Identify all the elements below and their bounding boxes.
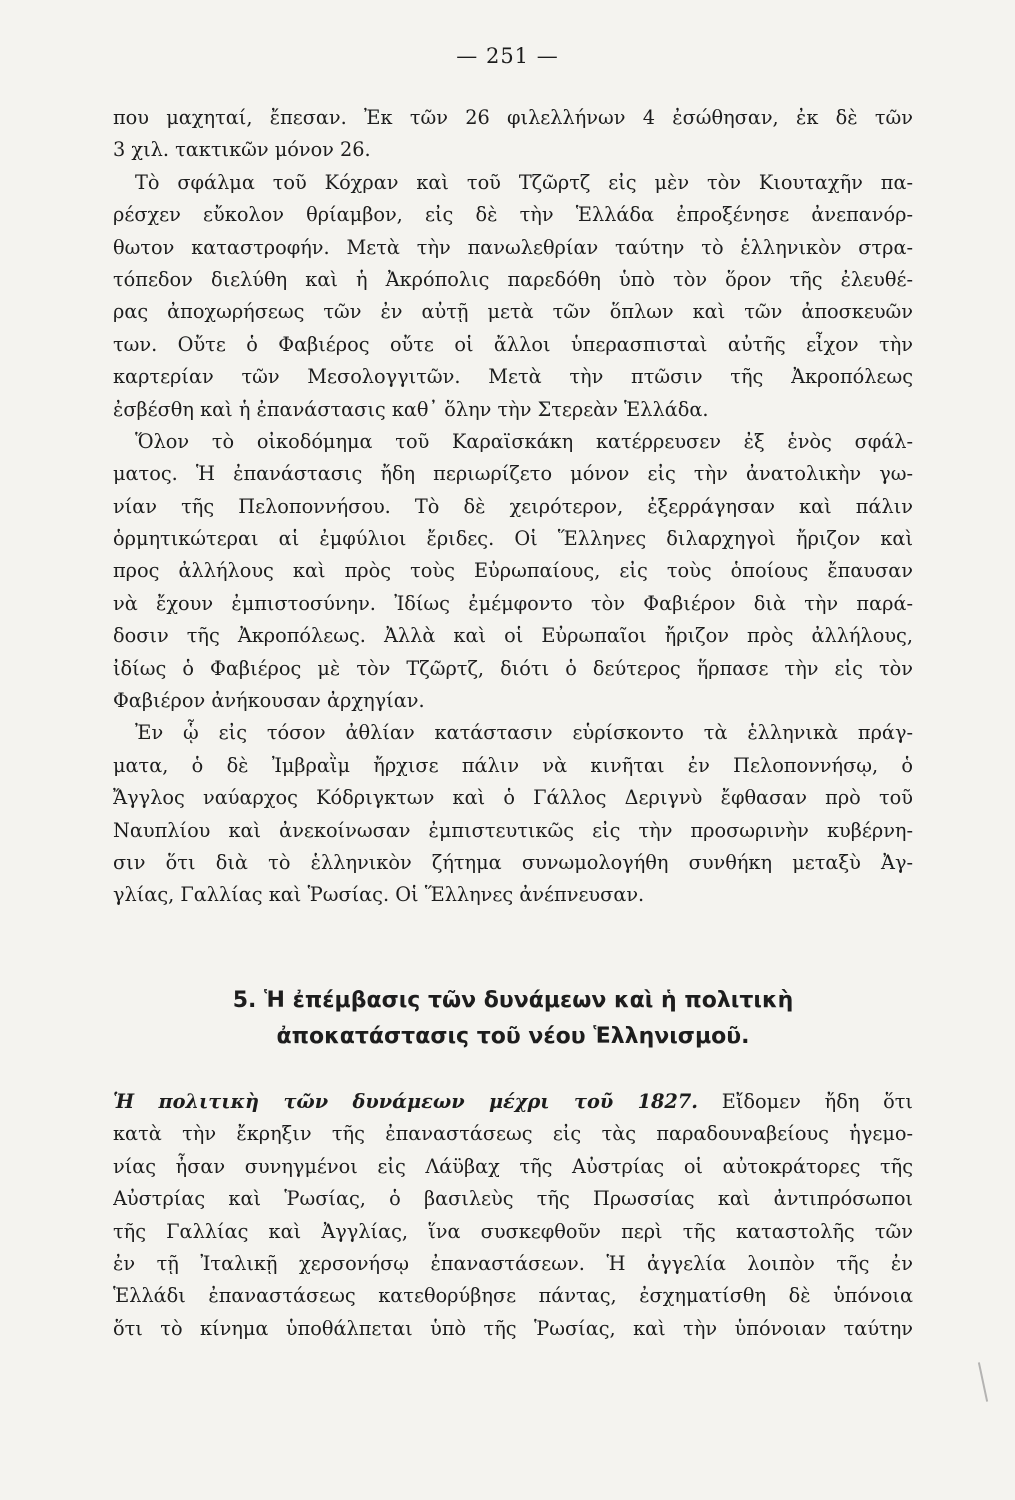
text-line: θωτον καταστροφήν. Μετὰ τὴν πανωλεθρίαν ταύτην τὸ ἑλληνικὸν στρα-: [113, 235, 913, 259]
text-line: νὰ ἔχουν ἐμπιστοσύνην. Ἰδίως ἐμέμφοντο τὸν Φαβιέρον διὰ τὴν παρά-: [113, 591, 913, 615]
text-line: προς ἀλλήλους καὶ πρὸς τοὺς Εὐρωπαίους, εἰς τοὺς ὁποίους ἔπαυσαν: [113, 559, 913, 583]
text-line: 3 χιλ. τακτικῶν μόνον 26.: [113, 138, 371, 162]
text-line: ματα, ὁ δὲ Ἰμβραῒμ ἤρχισε πάλιν νὰ κινῆται ἐν Πελοποννήσῳ, ὁ: [113, 753, 913, 777]
text-line: σιν ὅτι διὰ τὸ ἑλληνικὸν ζήτημα συνωμολογήθη συνθήκη μεταξὺ Ἀγ-: [113, 850, 913, 874]
text-line: ρέσχεν εὔκολον θρίαμβον, εἰς δὲ τὴν Ἑλλάδα ἐπροξένησε ἀνεπανόρ-: [113, 203, 913, 227]
text-line: Ἐν ᾧ εἰς τόσον ἀθλίαν κατάστασιν εὑρίσκοντο τὰ ἑλληνικὰ πράγ-: [135, 721, 913, 745]
text-line: ματος. Ἡ ἐπανάστασις ἤδη περιωρίζετο μόνον εἰς τὴν ἀνατολικὴν γω-: [113, 462, 913, 486]
text-line: Ὅλον τὸ οἰκοδόμημα τοῦ Καραϊσκάκη κατέρρευσεν ἐξ ἑνὸς σφάλ-: [135, 429, 913, 453]
text-line: δοσιν τῆς Ἀκροπόλεως. Ἀλλὰ καὶ οἱ Εὐρωπαῖοι ἤριζον πρὸς ἀλλήλους,: [113, 624, 913, 648]
text-line: που μαχηταί, ἔπεσαν. Ἐκ τῶν 26 φιλελλήνων 4 ἐσώθησαν, ἐκ δὲ τῶν: [113, 106, 913, 129]
section-heading: [113, 983, 913, 1055]
text-line: ἰδίως ὁ Φαβιέρος μὲ τὸν Τζῶρτζ, διότι ὁ δεύτερος ἥρπασε τὴν εἰς τὸν: [113, 656, 913, 680]
text-line: Τὸ σφάλμα τοῦ Κόχραν καὶ τοῦ Τζῶρτζ εἰς μὲν τὸν Κιουταχῆν πα-: [135, 170, 913, 194]
text-line: Φαβιέρον ἀνήκουσαν ἀρχηγίαν.: [113, 689, 425, 713]
section-heading-line-1: 5. Ἡ ἐπέμβασις τῶν δυνάμεων καὶ ἡ πολιτικὴ: [232, 988, 794, 1013]
text-line: ρας ἀποχωρήσεως τῶν ἐν αὐτῇ μετὰ τῶν ὅπλων καὶ τῶν ἀποσκευῶν: [113, 300, 913, 324]
text-line: Αὐστρίας καὶ Ῥωσίας, ὁ βασιλεὺς τῆς Πρωσσίας καὶ ἀντιπρόσωποι: [113, 1187, 913, 1211]
text-line: κατὰ τὴν ἔκρηξιν τῆς ἐπαναστάσεως εἰς τὰς παραδουναβείους ἡγεμο-: [113, 1122, 913, 1146]
lower-lines: [113, 1118, 913, 1345]
text-line: τῆς Γαλλίας καὶ Ἀγγλίας, ἵνα συσκεφθοῦν περὶ τῆς καταστολῆς τῶν: [113, 1219, 913, 1243]
text-line: νίαν τῆς Πελοποννήσου. Τὸ δὲ χειρότερον, ἐξερράγησαν καὶ πάλιν: [113, 494, 913, 518]
text-line: καρτερίαν τῶν Μεσολογγιτῶν. Μετὰ τὴν πτῶσιν τῆς Ἀκροπόλεως: [113, 365, 913, 389]
text-line: τόπεδον διελύθη καὶ ἡ Ἀκρόπολις παρεδόθη ὑπὸ τὸν ὅρον τῆς ἐλευθέ-: [113, 267, 913, 291]
lead-line: [113, 1086, 913, 1118]
lead-line-rest: Εἴδομεν ἤδη ὅτι: [697, 1090, 913, 1113]
text-line: γλίας, Γαλλίας καὶ Ῥωσίας. Οἱ Ἕλληνες ἀνέπνευσαν.: [113, 883, 645, 907]
section-heading-line-2: ἀποκατάστασις τοῦ νέου Ἑλληνισμοῦ.: [276, 1024, 750, 1049]
subsection-lead-title: Ἡ πολιτικὴ τῶν δυνάμεων μέχρι τοῦ 1827.: [113, 1090, 698, 1113]
margin-pencil-mark: [978, 1362, 988, 1402]
text-line: Ἄγγλος ναύαρχος Κόδριγκτων καὶ ὁ Γάλλος Δεριγνὺ ἔφθασαν πρὸ τοῦ: [113, 786, 913, 810]
body-text-upper: [113, 102, 913, 912]
text-line: Ναυπλίου καὶ ἀνεκοίνωσαν ἐμπιστευτικῶς εἰς τὴν προσωρινὴν κυβέρνη-: [113, 818, 913, 842]
text-line: των. Οὔτε ὁ Φαβιέρος οὔτε οἱ ἄλλοι ὑπερασπισταὶ αὐτῆς εἶχον τὴν: [113, 332, 913, 356]
page-number: — 251 —: [456, 44, 559, 68]
text-line: νίας ἦσαν συνηγμένοι εἰς Λάϋβαχ τῆς Αὐστρίας οἱ αὐτοκράτορες τῆς: [113, 1154, 913, 1178]
text-line: ἐν τῇ Ἰταλικῇ χερσονήσῳ ἐπαναστάσεων. Ἡ ἀγγελία λοιπὸν τῆς ἐν: [113, 1251, 913, 1275]
text-line: Ἑλλάδι ἐπαναστάσεως κατεθορύβησε πάντας, ἐσχηματίσθη δὲ ὑπόνοια: [113, 1284, 913, 1308]
text-line: ὅτι τὸ κίνημα ὑποθάλπεται ὑπὸ τῆς Ῥωσίας, καὶ τὴν ὑπόνοιαν ταύτην: [113, 1316, 913, 1340]
body-text-lower: [113, 1086, 913, 1345]
text-line: ὁρμητικώτεραι αἱ ἐμφύλιοι ἔριδες. Οἱ Ἕλληνες διλαρχηγοὶ ἤριζον καὶ: [113, 527, 913, 551]
text-line: ἐσβέσθη καὶ ἡ ἐπανάστασις καθ᾽ ὅλην τὴν Στερεὰν Ἑλλάδα.: [113, 397, 709, 421]
